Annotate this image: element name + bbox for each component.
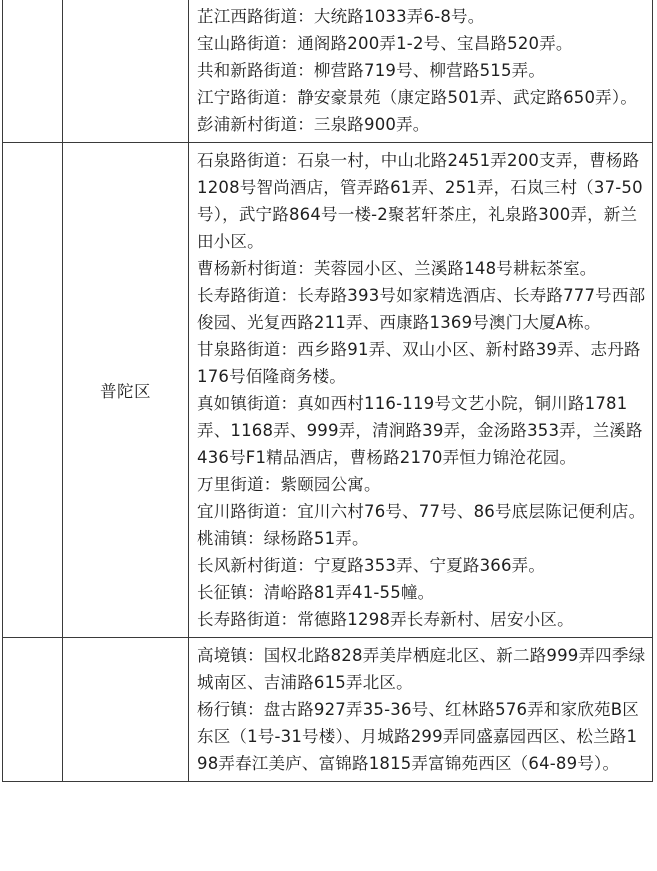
address-entry: 高境镇：国权北路828弄美岸栖庭北区、新二路999弄四季绿城南区、吉浦路615弄北区。 <box>197 646 646 692</box>
address-entry: 真如镇街道：真如西村116-119号文艺小院，铜川路1781弄、1168弄、999弄，清涧路39弄，金汤路353弄，兰溪路436号F1精品酒店，曹杨路2170弄恒力锦沧花园。 <box>197 394 643 467</box>
address-entry: 杨行镇：盘古路927弄35-36号、红林路576弄和家欣苑B区东区（1号-31号楼）、月城路299弄同盛嘉园西区、松兰路198弄春江美庐、富锦路1815弄富锦苑西区（64-89号）。 <box>197 700 639 773</box>
table-row <box>3 0 653 143</box>
address-entry: 长征镇：清峪路81弄41-55幢。 <box>197 583 435 602</box>
address-entry: 长风新村街道：宁夏路353弄、宁夏路366弄。 <box>197 556 546 575</box>
table-row <box>3 143 653 638</box>
address-entry: 共和新路街道：柳营路719号、柳营路515弄。 <box>197 61 546 80</box>
district-cell <box>63 638 189 782</box>
address-entry: 宝山路街道：通阁路200弄1-2号、宝昌路520弄。 <box>197 34 573 53</box>
blank-cell <box>3 143 63 638</box>
blank-cell <box>3 0 63 143</box>
address-entry: 甘泉路街道：西乡路91弄、双山小区、新村路39弄、志丹路176号佰隆商务楼。 <box>197 340 641 386</box>
address-entry: 芷江西路街道：大统路1033弄6-8号。 <box>197 7 485 26</box>
address-entry: 曹杨新村街道：芙蓉园小区、兰溪路148号耕耘茶室。 <box>197 259 597 278</box>
district-name: 普陀区 <box>100 382 151 401</box>
table-row <box>3 638 653 782</box>
district-address-table <box>2 0 653 782</box>
table-body <box>3 0 653 782</box>
blank-cell <box>3 638 63 782</box>
district-cell <box>63 143 189 638</box>
address-entry: 江宁路街道：静安豪景苑（康定路501弄、武定路650弄）。 <box>197 88 638 107</box>
address-list-cell <box>189 638 653 782</box>
address-entry: 石泉路街道：石泉一村，中山北路2451弄200支弄，曹杨路1208号智尚酒店，管弄路61弄、251弄，石岚三村（37-50号），武宁路864号一楼-2聚茗轩茶庄，礼泉路300弄，新兰田小区。 <box>197 151 643 251</box>
address-entry: 长寿路街道：长寿路393号如家精选酒店、长寿路777号西部俊园、光复西路211弄、西康路1369号澳门大厦A栋。 <box>197 286 646 332</box>
address-entry: 长寿路街道：常德路1298弄长寿新村、居安小区。 <box>197 610 574 629</box>
address-entry: 万里街道：紫颐园公寓。 <box>197 475 381 494</box>
address-list-cell <box>189 0 653 143</box>
address-entry: 彭浦新村街道：三泉路900弄。 <box>197 115 430 134</box>
district-cell <box>63 0 189 143</box>
address-entry: 宜川路街道：宜川六村76号、77号、86号底层陈记便利店。 <box>197 502 646 521</box>
address-list-cell <box>189 143 653 638</box>
address-entry: 桃浦镇：绿杨路51弄。 <box>197 529 369 548</box>
